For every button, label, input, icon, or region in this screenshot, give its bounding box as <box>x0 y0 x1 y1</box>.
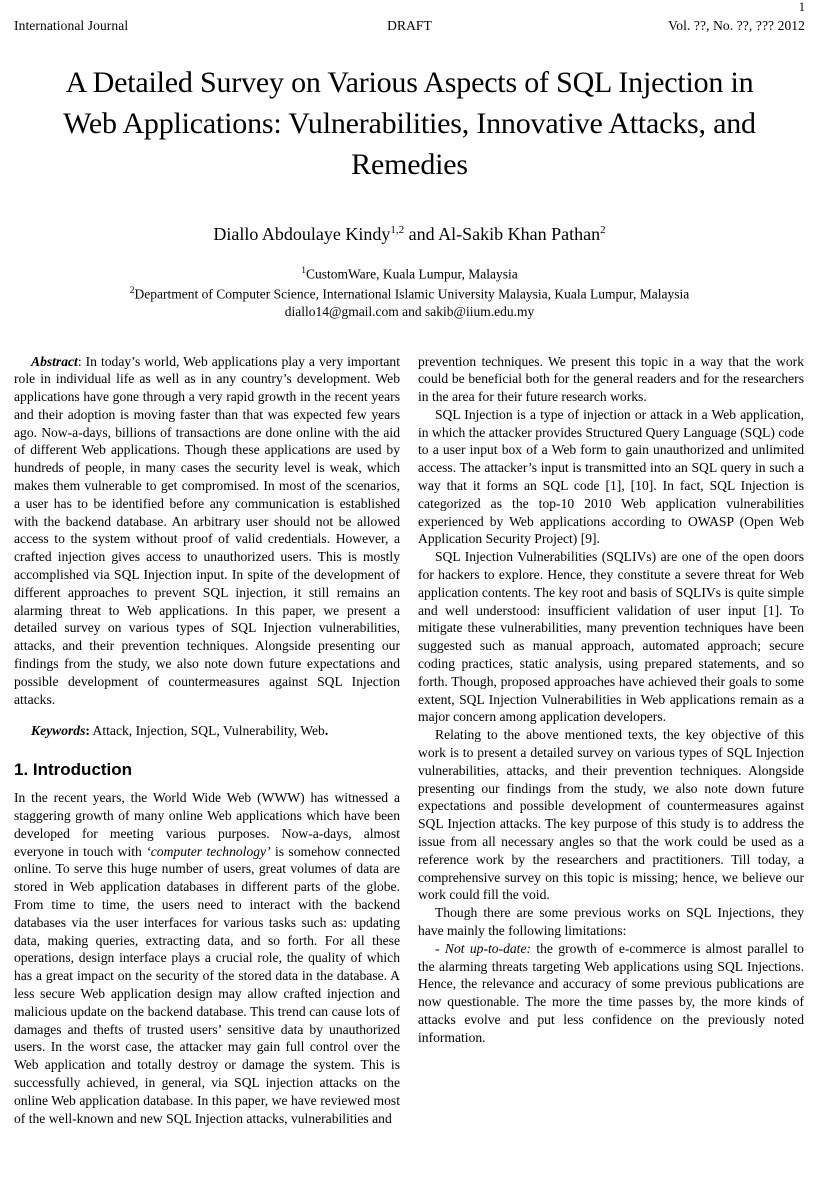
intro-paragraph-1 <box>14 789 400 1127</box>
limitation-dash: - <box>435 940 445 956</box>
affiliation-2-text: Department of Computer Science, International Islamic University Malaysia, Kuala Lumpur, Malaysia <box>134 286 690 302</box>
author-affiliation-marker-1: 1,2 <box>390 224 405 236</box>
affiliation-marker-1: 1 <box>301 266 307 276</box>
running-head <box>14 0 805 34</box>
affiliation-marker-2: 2 <box>129 286 135 296</box>
abstract-label: Abstract <box>31 353 78 369</box>
right-column <box>418 353 804 1128</box>
limitation-label-not-up-to-date: Not up-to-date: <box>444 940 532 956</box>
author-conjunction: and <box>404 224 439 244</box>
affiliation-block <box>14 263 805 321</box>
right-paragraph-1: prevention techniques. We present this topic in a way that the work could be beneficial both for the general readers and for the researchers in the area for their future research works. <box>418 353 804 405</box>
author-emails: diallo14@gmail.com and sakib@iium.edu.my <box>284 304 535 319</box>
keywords-separator: : <box>85 723 90 739</box>
author-list <box>14 219 805 245</box>
right-paragraph-4: Relating to the above mentioned texts, the key objective of this work is to present a detailed survey on various types of SQL Injection vulnerabilities, attacks, and their prevention techniques. Alongside presenting our findings from the study, we also note down future expectations and possible development of countermeasures against SQL Injection attacks. The key purpose of this study is to address the issue from all necessary angles so that the work could be used as a reference work by the researchers and practitioners. Till today, a comprehensive survey on this topic is missing; hence, we believe our work could fill the void. <box>418 727 804 903</box>
affiliation-1-text: CustomWare, Kuala Lumpur, Malaysia <box>306 266 518 282</box>
right-paragraph-6 <box>418 940 804 1047</box>
running-head-left: International Journal <box>14 18 129 33</box>
author-name-1: Diallo Abdoulaye Kindy <box>213 224 391 244</box>
limitation-text: the growth of e-commerce is almost parallel to the alarming threats targeting Web applications using SQL Injections. Hence, the relevance and accuracy of some previous publications are now questionable. The more the time passes by, the more kinds of attacks evolve and put less confidence on the previously noted information. <box>418 940 804 1045</box>
affiliation-2 <box>14 283 805 303</box>
intro-text-part-1: In the recent years, the World Wide Web (WWW) has witnessed a staggering growth of many online Web applications which have been developed for meeting various purposes. Now-a-days, almost everyone in touch with <box>14 790 400 859</box>
running-head-center: DRAFT <box>387 18 432 33</box>
section-heading-introduction: 1. Introduction <box>14 760 133 780</box>
abstract-text: In today’s world, Web applications play a very important role in individual life as well as in any country’s development. Web applications have gone through a very rapid growth in the recent years and their adoption is moving faster than that was expected few years ago. Now-a-days, billions of transactions are done online with the aid of different Web applications. Though these applications are used by hundreds of people, in many cases the security level is weak, which makes them vulnerable to get compromised. In most of the scenarios, a user has to be identified before any communication is established with the backend database. An arbitrary user should not be allowed access to the system without proof of valid credentials. However, a crafted injection gives access to unauthorized users. This is mostly accomplished via SQL Injection input. In spite of the development of different approaches to prevent SQL injection, it still remains an alarming threat to Web applications. In this paper, we present a detailed survey on various types of SQL Injection vulnerabilities, attacks, and their prevention techniques. Alongside presenting our findings from the study, we also note down future expectations and possible development of countermeasures against SQL Injection attacks. <box>14 353 400 707</box>
affiliation-1 <box>14 263 805 283</box>
right-paragraph-2: SQL Injection is a type of injection or attack in a Web application, in which the attacker provides Structured Query Language (SQL) code to a user input box of a Web form to gain unauthorized and unlimited access. The attacker’s input is transmitted into an SQL query in such a way that it forms an SQL code [1], [10]. In fact, SQL Injection is categorized as the top-10 2010 Web application vulnerabilities experienced by Web applications according to OWASP (Open Web Application Security Project) [9]. <box>418 406 804 547</box>
author-name-2: Al-Sakib Khan Pathan <box>438 224 601 244</box>
intro-emphasis-computer-technology: ‘computer technology’ <box>146 843 271 859</box>
left-column <box>14 353 400 1128</box>
keywords-paragraph <box>14 722 400 740</box>
keywords-label: Keywords <box>31 723 86 739</box>
keywords-list: Attack, Injection, SQL, Vulnerability, Web <box>89 723 325 739</box>
page-number: 1 <box>798 0 805 14</box>
abstract-paragraph <box>14 353 400 709</box>
keywords-period: . <box>324 723 329 739</box>
running-head-right: Vol. ??, No. ??, ??? 2012 <box>668 18 805 33</box>
right-paragraph-3: SQL Injection Vulnerabilities (SQLIVs) are one of the open doors for hackers to explore. Hence, they constitute a severe threat for Web application contents. The key root and basis of SQLIVs is quite simple and well understood: insufficient validation of user input [1]. To mitigate these vulnerabilities, many prevention techniques have been suggested such as manual approach, automated approach; secure coding practices, static analysis, using prepared statements, and so forth. Though, proposed approaches have achieved their goals to some extent, SQL Injection Vulnerabilities in Web applications remain as a major concern among application developers. <box>418 549 804 725</box>
two-column-body <box>14 353 805 1128</box>
right-paragraph-5: Though there are some previous works on SQL Injections, they have mainly the following limitations: <box>418 905 804 938</box>
abstract-separator: : <box>77 353 82 369</box>
author-affiliation-marker-2: 2 <box>600 224 606 236</box>
page-title: A Detailed Survey on Various Aspects of SQL Injection in Web Applications: Vulnerabilities, Innovative Attacks, and Remedies <box>63 66 756 181</box>
intro-text-part-2: is somehow connected online. To serve this huge number of users, great volumes of data are stored in Web application databases in different parts of the globe. From time to time, the users need to interact with the backend databases via the user interfaces for various tasks such as: updating data, making queries, extracting data, and so forth. For all these operations, design interface plays a crucial role, the quality of which has a great impact on the security of the stored data in the database. A less secure Web application design may allow crafted injection and malicious update on the backend database. This trend can cause lots of damages and thefts of trusted users’ sensitive data by unauthorized users. In the worst case, the attacker may gain full control over the Web application and totally destroy or damage the system. This is successfully achieved, in general, via SQL injection attacks on the online Web application database. In this paper, we have reviewed most of the well-known and new SQL Injection attacks, vulnerabilities and <box>14 843 400 1126</box>
